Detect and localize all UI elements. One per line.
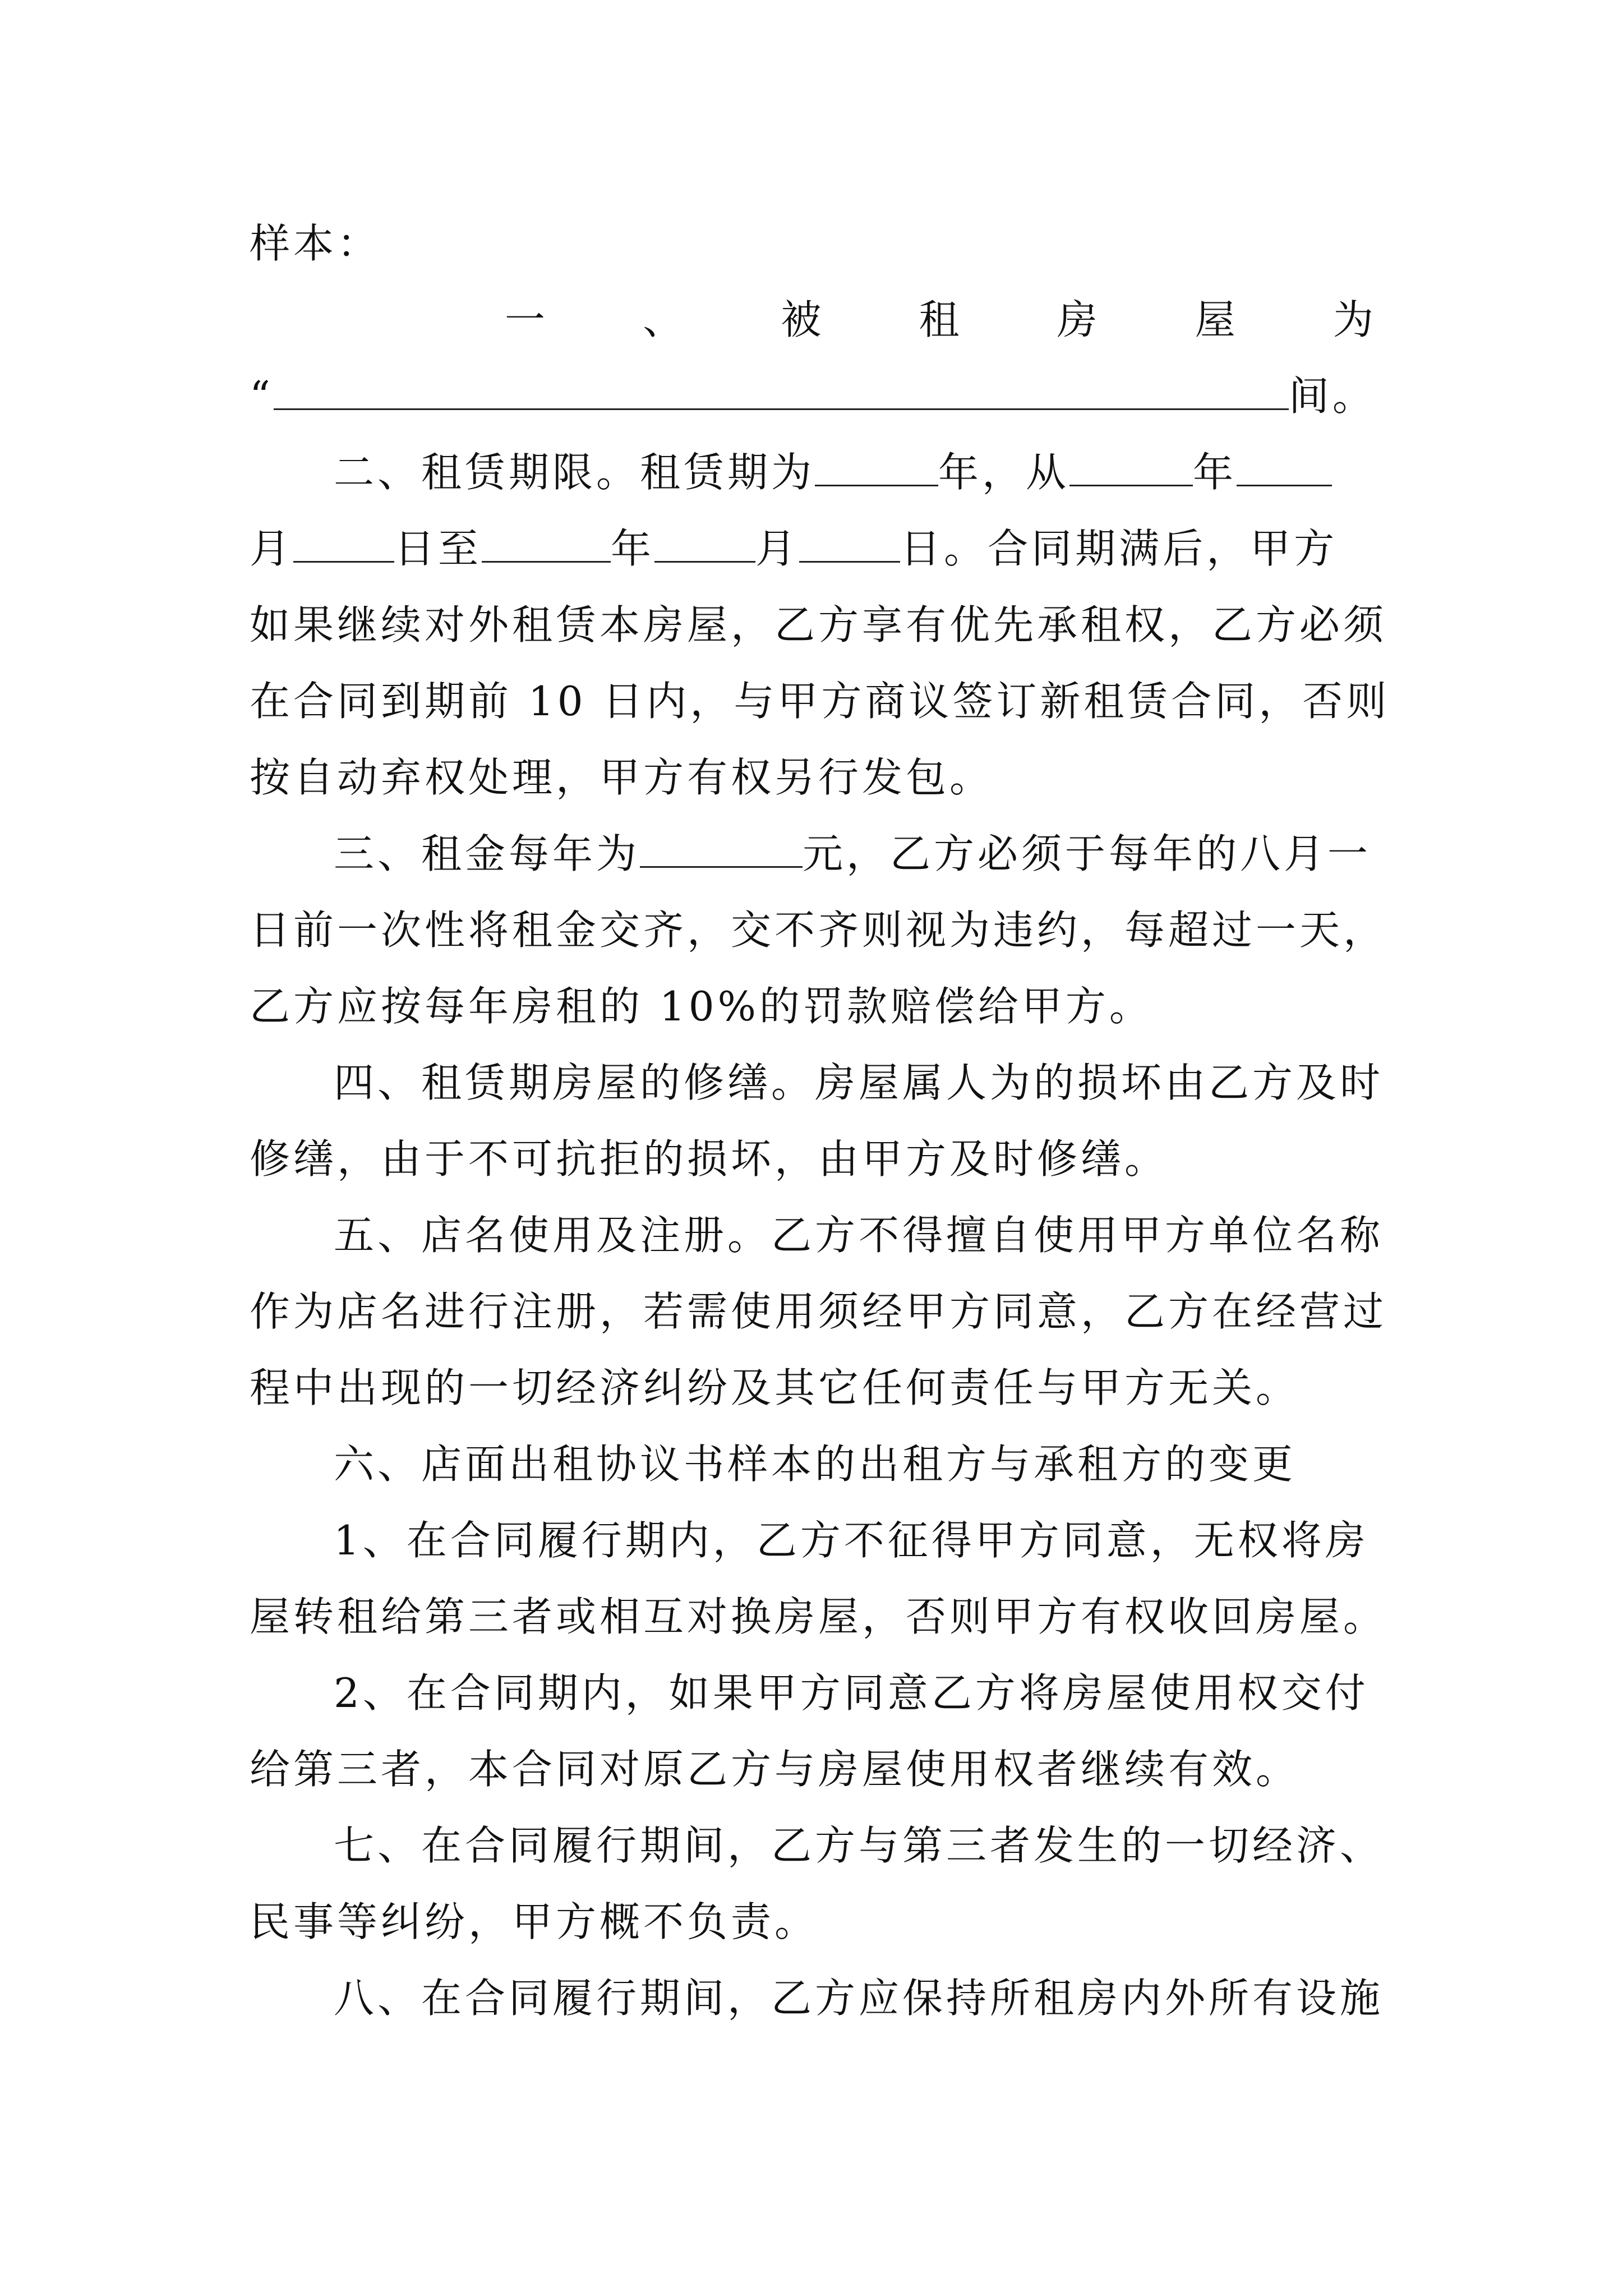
clause-2-text: 在合同到期前 10 日内，与甲方商议签订新租赁合同，否则	[250, 678, 1390, 725]
clause-4-text: 修缮，由于不可抗拒的损坏，由甲方及时修缮。	[250, 1135, 1169, 1182]
end-day-blank	[799, 527, 900, 563]
clause-2-text: 日。合同期满后，甲方	[900, 525, 1338, 572]
clause-1-char: 租	[919, 296, 963, 343]
clause-2-text: 月	[250, 525, 294, 572]
clause-2-line-2	[250, 510, 1377, 587]
open-quote: “	[250, 372, 274, 420]
clause-1-char: 为	[1332, 296, 1377, 343]
clause-3-line-2	[250, 892, 1387, 968]
clause-6-item-2-line-1	[250, 1655, 1377, 1731]
clause-2-text: 月	[755, 525, 800, 572]
clause-4-text: 四、租赁期房屋的修缮。房屋属人为的损坏由乙方及时	[334, 1059, 1384, 1106]
start-year-blank	[1069, 451, 1193, 486]
clause-6-item-1-line-2	[250, 1579, 1387, 1655]
clause-2-line-4	[250, 663, 1390, 739]
clause-7-text: 七、在合同履行期间，乙方与第三者发生的一切经济、	[334, 1822, 1384, 1869]
clause-1-tail: 间。	[1288, 372, 1376, 420]
clause-2-text: 年，从	[938, 449, 1070, 496]
clause-2-text: 如果继续对外租赁本房屋，乙方享有优先承租权，乙方必须	[250, 601, 1387, 648]
clause-2-text: 二、租赁期限。租赁期为	[334, 449, 815, 496]
clause-2-line-3	[250, 587, 1387, 663]
clause-7-line-1	[250, 1807, 1384, 1884]
clause-3-text: 日前一次性将租金交齐，交不齐则视为违约，每超过一天，	[250, 907, 1387, 954]
clause-6-item-1-line-1	[250, 1502, 1377, 1579]
clause-5-text: 五、店名使用及注册。乙方不得擅自使用甲方单位名称	[334, 1212, 1384, 1259]
clause-6-text: 1、在合同履行期内，乙方不征得甲方同意，无权将房	[334, 1517, 1369, 1564]
clause-1-char: 、	[643, 296, 687, 343]
clause-8-line-1	[250, 1960, 1384, 2036]
clause-2-text: 日至	[394, 525, 482, 572]
clause-1-char: 房	[1057, 296, 1101, 343]
house-description-blank	[274, 375, 1289, 410]
clause-1-char: 一	[505, 296, 549, 343]
clause-1-line-2	[250, 358, 1377, 434]
clause-3-line-1	[250, 816, 1377, 892]
clause-2-line-5	[250, 739, 1377, 816]
clause-6-text: 六、店面出租协议书样本的出租方与承租方的变更	[334, 1441, 1297, 1488]
clause-6-item-2-line-2	[250, 1731, 1377, 1807]
end-year-blank	[482, 527, 611, 563]
start-month-blank	[1237, 451, 1332, 486]
clause-5-line-1	[250, 1197, 1384, 1273]
clause-8-text: 八、在合同履行期间，乙方应保持所租房内外所有设施	[334, 1975, 1384, 2022]
clause-3-text: 元，乙方必须于每年的八月一	[803, 830, 1372, 877]
end-month-blank	[654, 527, 755, 563]
clause-6-text: 屋转租给第三者或相互对换房屋，否则甲方有权收回房屋。	[250, 1593, 1387, 1640]
heading-text: 样本：	[250, 220, 381, 267]
clause-1-line-1	[505, 282, 1377, 358]
clause-1-char: 被	[781, 296, 825, 343]
clause-3-line-3	[250, 968, 1377, 1045]
clause-3-text: 乙方应按每年房租的 10%的罚款赔偿给甲方。	[250, 983, 1153, 1030]
clause-5-text: 作为店名进行注册，若需使用须经甲方同意，乙方在经营过	[250, 1288, 1387, 1335]
start-day-blank	[293, 527, 394, 563]
clause-5-line-2	[250, 1273, 1387, 1350]
clause-2-text: 年	[1193, 449, 1237, 496]
clause-6-text: 给第三者，本合同对原乙方与房屋使用权者继续有效。	[250, 1746, 1300, 1793]
clause-1-char: 屋	[1195, 296, 1239, 343]
clause-4-line-2	[250, 1121, 1377, 1197]
clause-5-text: 程中出现的一切经济纠纷及其它任何责任与甲方无关。	[250, 1364, 1300, 1411]
clause-7-line-2	[250, 1884, 1377, 1960]
document-heading	[250, 205, 1377, 282]
clause-1-spread	[505, 282, 1377, 358]
clause-2-line-1	[250, 434, 1377, 510]
clause-2-text: 按自动弃权处理，甲方有权另行发包。	[250, 754, 994, 801]
clause-6-line-1	[250, 1426, 1377, 1502]
clause-5-line-3	[250, 1350, 1377, 1426]
clause-2-text: 年	[611, 525, 655, 572]
annual-rent-blank	[640, 832, 803, 868]
clause-6-text: 2、在合同期内，如果甲方同意乙方将房屋使用权交付	[334, 1669, 1369, 1717]
clause-7-text: 民事等纠纷，甲方概不负责。	[250, 1898, 819, 1945]
clause-4-line-1	[250, 1045, 1384, 1121]
lease-years-blank	[815, 451, 938, 486]
clause-3-text: 三、租金每年为	[334, 830, 640, 877]
